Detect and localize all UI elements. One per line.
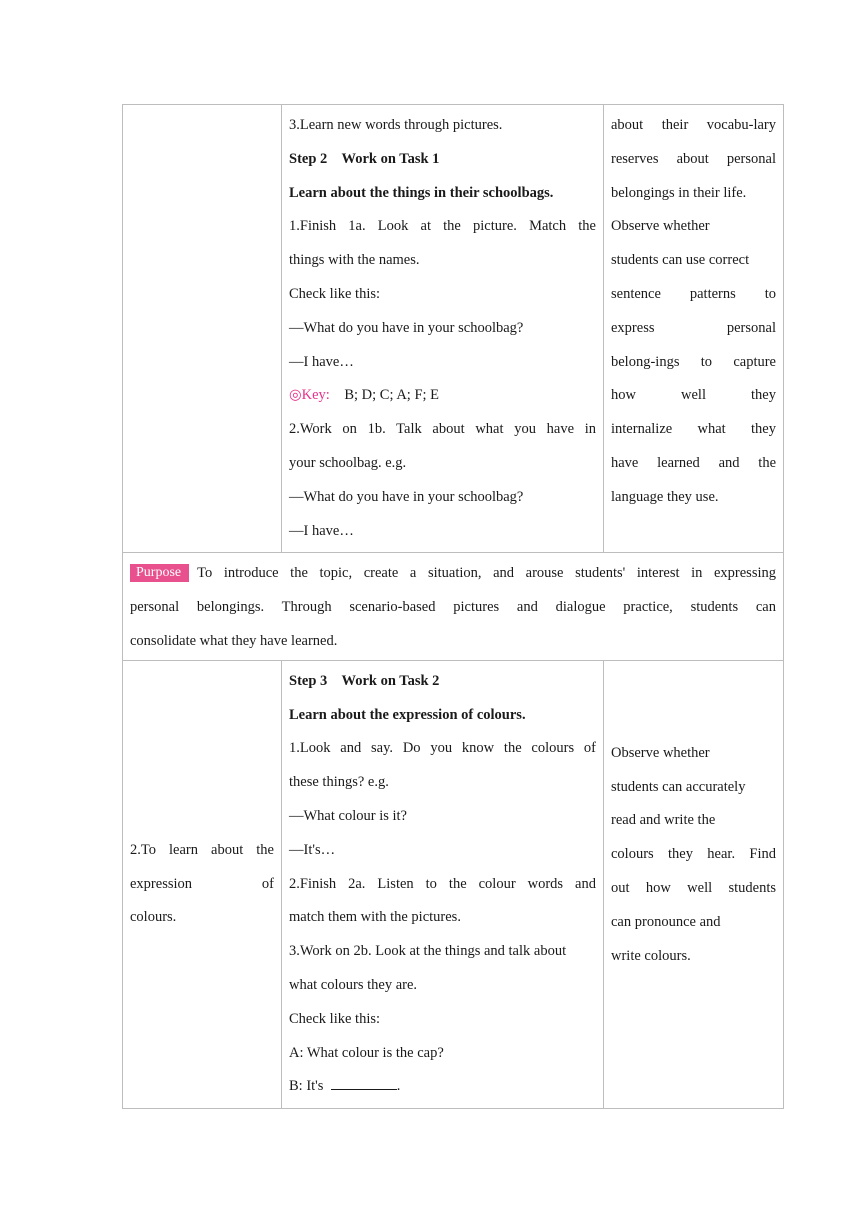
activity-line: 2.Work on 1b. Talk about what you have in [289, 421, 596, 438]
activities-cell [282, 660, 604, 1108]
lesson-plan-page [122, 104, 776, 1109]
task-heading: Learn about the things in their schoolbags. [289, 184, 554, 201]
purpose-badge: Purpose [130, 564, 189, 582]
activity-line: 1.Look and say. Do you know the colours of [289, 740, 596, 757]
purpose-line [130, 557, 776, 591]
purpose-text: To introduce the topic, create a situation, and arouse students' interest in expressing [197, 565, 776, 582]
objective-cell-empty [123, 105, 282, 553]
assessment-line: belong-ings to capture [611, 353, 776, 370]
purpose-line: consolidate what they have learned. [130, 632, 338, 649]
activity-line: 1.Finish 1a. Look at the picture. Match the [289, 218, 596, 235]
objective-line: 2.To learn about the [130, 841, 274, 858]
answer-suffix: . [396, 1078, 401, 1095]
assessment-line: language they use. [611, 488, 719, 505]
assessment-line: express personal [611, 319, 776, 336]
activity-line: 3.Work on 2b. Look at the things and talk about [289, 943, 567, 960]
assessment-line: Observe whether [611, 218, 710, 235]
assessment-line: have learned and the [611, 454, 776, 471]
assessment-line: Observe whether [611, 744, 710, 761]
answer-blank [331, 1075, 397, 1090]
table-row [123, 105, 784, 553]
lesson-plan-table [122, 104, 784, 1109]
activity-line: —I have… [289, 522, 354, 539]
assessment-cell [604, 660, 784, 1108]
activity-line: things with the names. [289, 252, 420, 269]
purpose-cell [123, 553, 784, 660]
activity-line: Check like this: [289, 1010, 381, 1027]
assessment-spacer [611, 665, 776, 737]
assessment-cell [604, 105, 784, 553]
assessment-line: colours they hear. Find [611, 846, 776, 863]
activity-line: A: What colour is the cap? [289, 1044, 444, 1061]
table-row [123, 553, 784, 660]
assessment-line: reserves about personal [611, 150, 776, 167]
assessment-line: belongings in their life. [611, 184, 747, 201]
assessment-line: internalize what they [611, 421, 776, 438]
activity-line: —I have… [289, 353, 354, 370]
step-heading: Step 3 Work on Task 2 [289, 672, 440, 689]
step-heading: Step 2 Work on Task 1 [289, 150, 440, 167]
objective-line: expression of [130, 875, 274, 892]
key-label: ◎Key: [289, 387, 330, 404]
purpose-line: personal belongings. Through scenario-based pictures and dialogue practice, students can [130, 599, 776, 616]
activity-line: 3.Learn new words through pictures. [289, 117, 503, 133]
activity-line: your schoolbag. e.g. [289, 454, 407, 471]
activities-cell [282, 105, 604, 553]
activity-line: Check like this: [289, 285, 381, 302]
assessment-line: students can accurately [611, 778, 746, 795]
fill-in-line [289, 1070, 596, 1104]
activity-line: match them with the pictures. [289, 909, 461, 926]
answer-key-line [289, 379, 596, 413]
objective-cell [123, 660, 282, 1108]
objective-line: colours. [130, 909, 177, 926]
assessment-line: read and write the [611, 812, 716, 829]
assessment-line: about their vocabu-lary [611, 117, 776, 133]
activity-line: —It's… [289, 841, 336, 858]
answer-prefix: B: It's [289, 1078, 324, 1095]
assessment-line: can pronounce and [611, 913, 721, 930]
activity-line: —What colour is it? [289, 807, 407, 824]
assessment-line: out how well students [611, 879, 776, 896]
activity-line: —What do you have in your schoolbag? [289, 319, 524, 336]
assessment-line: sentence patterns to [611, 285, 776, 302]
assessment-line: write colours. [611, 947, 691, 964]
key-answers: B; D; C; A; F; E [344, 387, 440, 404]
activity-line: these things? e.g. [289, 774, 389, 791]
activity-line: 2.Finish 2a. Listen to the colour words and [289, 875, 596, 892]
table-row [123, 660, 784, 1108]
assessment-line: students can use correct [611, 252, 750, 269]
assessment-line: how well they [611, 387, 776, 404]
task-heading: Learn about the expression of colours. [289, 706, 526, 723]
activity-line: —What do you have in your schoolbag? [289, 488, 524, 505]
activity-line: what colours they are. [289, 976, 418, 993]
